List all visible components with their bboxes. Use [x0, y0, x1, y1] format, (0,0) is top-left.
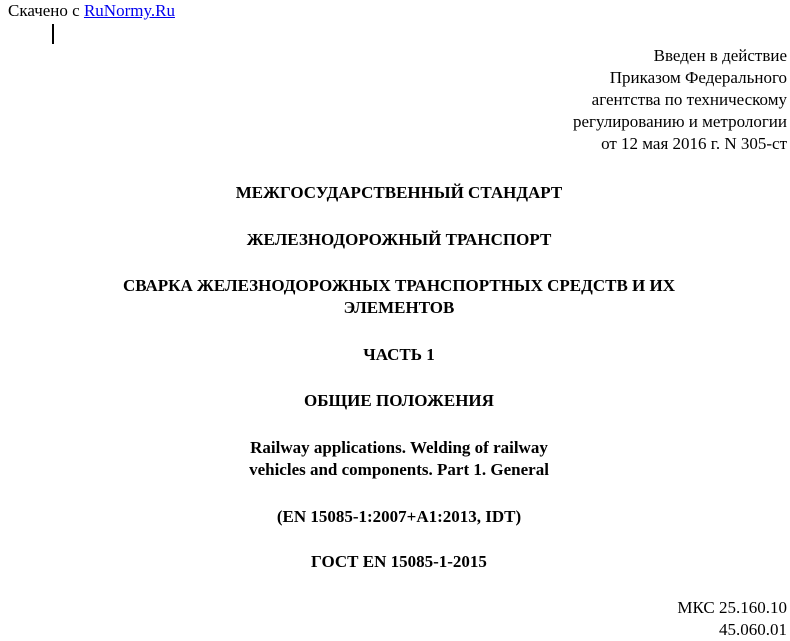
classification-code: МКС 25.160.10	[677, 598, 787, 617]
classification-code: 45.060.01	[719, 620, 787, 639]
enactment-line: Введен в действие	[653, 46, 787, 65]
english-title	[0, 437, 790, 481]
standard-type: МЕЖГОСУДАРСТВЕННЫЙ СТАНДАРТ	[235, 183, 563, 202]
english-title-line: vehicles and components. Part 1. General	[249, 460, 549, 479]
document-title-line: СВАРКА ЖЕЛЕЗНОДОРОЖНЫХ ТРАНСПОРТНЫХ СРЕДСТВ И ИХ	[122, 276, 676, 295]
source-link[interactable]: RuNormy.Ru	[83, 1, 175, 20]
enactment-line: агентства по техническому	[591, 90, 787, 109]
enactment-line: от 12 мая 2016 г. N 305-ст	[601, 134, 787, 153]
text-cursor	[52, 24, 54, 44]
source-line	[8, 1, 175, 21]
enactment-line: регулированию и метрологии	[572, 112, 787, 131]
part-number: ЧАСТЬ 1	[363, 345, 435, 364]
part-title: ОБЩИЕ ПОЛОЖЕНИЯ	[304, 391, 494, 410]
classification-codes	[677, 597, 787, 641]
equivalent-standard: (EN 15085-1:2007+A1:2013, IDT)	[276, 507, 522, 526]
document-title-line: ЭЛЕМЕНТОВ	[343, 298, 455, 317]
standard-designation: ГОСТ EN 15085-1-2015	[311, 552, 487, 571]
document-title	[0, 275, 790, 319]
enactment-block	[573, 45, 787, 155]
section-heading: ЖЕЛЕЗНОДОРОЖНЫЙ ТРАНСПОРТ	[246, 230, 552, 249]
enactment-line: Приказом Федерального	[609, 68, 787, 87]
english-title-line: Railway applications. Welding of railway	[250, 438, 548, 457]
source-prefix: Скачено с	[8, 1, 84, 20]
